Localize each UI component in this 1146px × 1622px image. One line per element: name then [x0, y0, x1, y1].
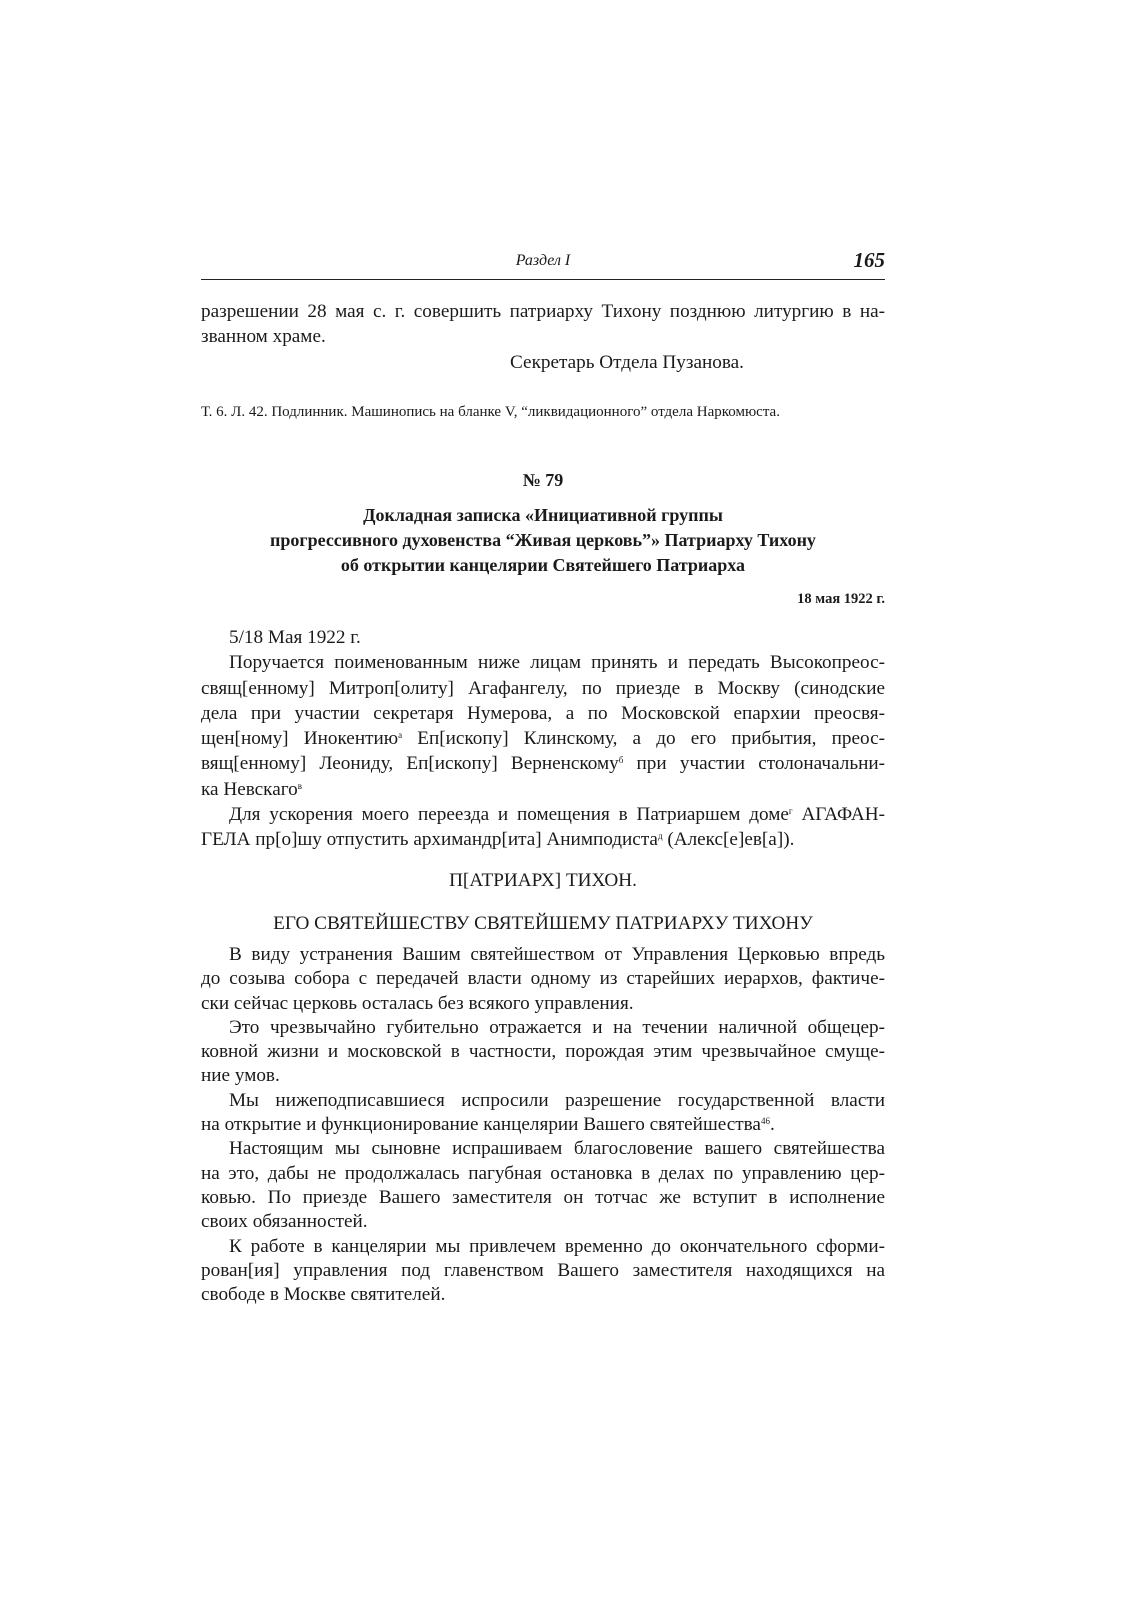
text-run: свящ[енному] Митроп[олиту] Агафангелу, по приезде в Москву (синодские	[201, 677, 885, 699]
text-line	[201, 1016, 885, 1040]
title-line: прогрессивного духовенства “Живая церковь”» Патриарху Тихону	[270, 530, 816, 550]
text-run: дела при участии секретаря Нумерова, а по Московской епархии преосвя-	[201, 702, 885, 724]
text-run: АГАФАН-	[792, 804, 886, 826]
title-line: Докладная записка «Инициативной группы	[363, 505, 723, 525]
footnote-marker: в	[297, 780, 302, 791]
text-line	[201, 701, 885, 726]
text-line	[201, 1040, 885, 1064]
text-line	[201, 967, 885, 991]
text-run: свободе в Москве святителей.	[201, 1284, 446, 1306]
page-number: 165	[853, 248, 885, 272]
text-line	[201, 625, 885, 650]
text-line	[201, 1259, 885, 1283]
footnote-marker: г	[788, 806, 793, 817]
text-line	[201, 827, 885, 852]
text-run: Еп[ископу] Клинскому, а до его прибытия, преос-	[402, 728, 885, 750]
text-line	[201, 1137, 885, 1161]
document-date: 18 мая 1922 г.	[797, 591, 885, 607]
text-run: К работе в канцелярии мы привлечем временно до окончательного сформи-	[229, 1235, 885, 1257]
text-line	[201, 1162, 885, 1186]
text-run: своих обязанностей.	[201, 1211, 368, 1233]
text-run: при участии столоначальни-	[623, 753, 886, 775]
text-run: разрешении 28 мая с. г. совершить патриарху Тихону позднюю литургию в на-	[201, 301, 885, 322]
text-line	[201, 1113, 885, 1137]
text-line	[201, 1283, 885, 1307]
text-line	[201, 802, 885, 827]
text-line	[201, 299, 885, 324]
text-line	[201, 777, 885, 802]
document-title	[201, 503, 885, 578]
title-line: об открытии канцелярии Святейшего Патриарха	[340, 555, 746, 575]
text-run: Настоящим мы сыновне испрашиваем благословение вашего святейшества	[229, 1138, 885, 1160]
text-run: ГЕЛА пр[о]шу отпустить архимандр[ита] Анимподиста	[201, 829, 658, 851]
text-run: на открытие и функционирование канцелярии Вашего святейшества	[201, 1114, 761, 1136]
footnote-marker: д	[657, 831, 663, 842]
signature: Секретарь Отдела Пузанова.	[510, 351, 744, 373]
text-run: до созыва собора с передачей власти одному из старейших иерархов, фактиче-	[201, 968, 885, 990]
text-run: ски сейчас церковь осталась без всякого управления.	[201, 992, 634, 1014]
text-run: (Алекс[е]ев[а]).	[662, 829, 795, 851]
section-title: Раздел I	[515, 252, 571, 269]
running-header	[201, 250, 885, 280]
text-run: .	[769, 1114, 775, 1136]
text-run: званном храме.	[201, 326, 326, 348]
patriarch-signature: П[АТРИАРХ] ТИХОН.	[449, 870, 637, 891]
footnote-marker: 46	[760, 1116, 770, 1127]
text-run: В виду устранения Вашим святейшеством от Управления Церковью впредь	[229, 944, 885, 965]
footnote-marker: б	[618, 755, 624, 766]
text-run: ковью. По приезде Вашего заместителя он тотчас же вступит в исполнение	[201, 1186, 885, 1208]
document-part-2	[201, 943, 885, 1307]
text-run: Мы нижеподписавшиеся испросили разрешение государственной власти	[229, 1089, 885, 1111]
text-line	[201, 992, 885, 1016]
text-run: 5/18 Мая 1922 г.	[229, 627, 361, 648]
text-line	[201, 1089, 885, 1113]
document-number: № 79	[522, 470, 564, 490]
text-line	[201, 726, 885, 751]
text-line	[201, 1186, 885, 1210]
document-part-1	[201, 625, 885, 853]
text-line	[201, 943, 885, 967]
text-run: ние умов.	[201, 1065, 280, 1087]
text-run: ка Невскаго	[201, 778, 298, 800]
text-line	[201, 751, 885, 776]
text-line	[201, 1235, 885, 1259]
text-run: Для ускорения моего переезда и помещения в Патриаршем доме	[229, 804, 789, 826]
previous-document-ending	[201, 299, 885, 375]
text-line	[201, 324, 885, 349]
source-note: Т. 6. Л. 42. Подлинник. Машинопись на бланке V, “ликвидационного” отдела Наркомюста.	[201, 404, 780, 420]
address-heading: ЕГО СВЯТЕЙШЕСТВУ СВЯТЕЙШЕМУ ПАТРИАРХУ ТИХОНУ	[273, 913, 813, 934]
text-run: вящ[енному] Леониду, Еп[ископу] Верненскому	[201, 753, 619, 775]
footnote-marker: а	[398, 730, 403, 741]
text-line	[201, 676, 885, 701]
text-run: ковной жизни и московской в частности, порождая этим чрезвычайное смуще-	[201, 1041, 885, 1063]
text-line	[201, 1210, 885, 1234]
text-run: рован[ия] управления под главенством Вашего заместителя находящихся на	[201, 1259, 885, 1281]
text-line	[201, 1064, 885, 1088]
text-run: щен[ному] Инокентию	[201, 728, 399, 750]
text-run: Поручается поименованным ниже лицам принять и передать Высокопреос-	[229, 652, 885, 674]
text-run: Это чрезвычайно губительно отражается и на течении наличной общецер-	[229, 1016, 885, 1038]
text-line	[201, 650, 885, 675]
text-run: на это, дабы не продолжалась пагубная остановка в делах по управлению цер-	[201, 1162, 885, 1184]
